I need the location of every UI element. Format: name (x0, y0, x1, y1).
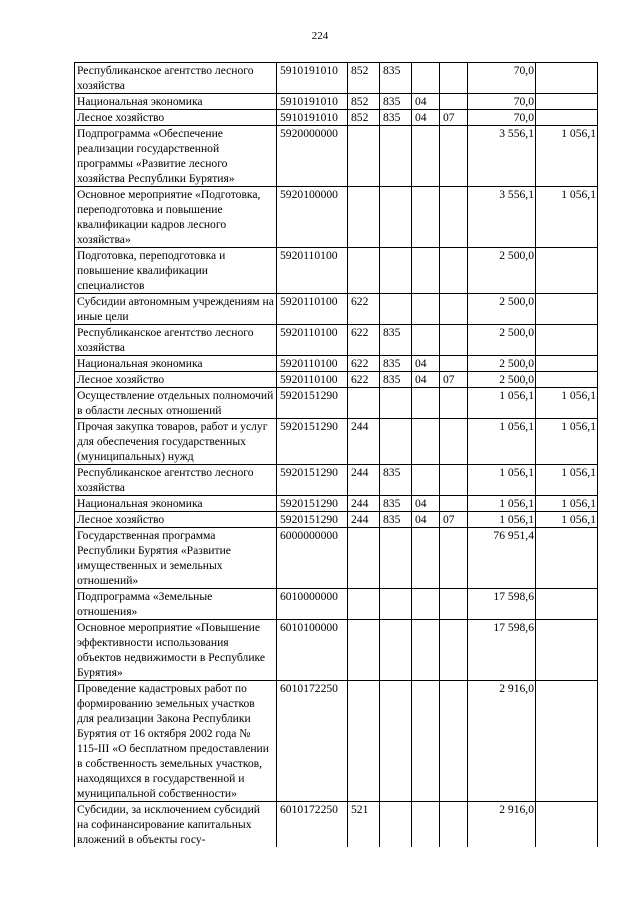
amount-federal-cell: 1 056,1 (536, 465, 598, 496)
table-row (75, 63, 598, 94)
section-cell (412, 294, 440, 325)
amount-federal-cell (536, 356, 598, 372)
expense-type-cell: 622 (348, 372, 380, 388)
subsection-cell (440, 294, 468, 325)
subsection-cell (440, 126, 468, 187)
expense-type-cell (348, 681, 380, 802)
amount-cell: 2 500,0 (468, 372, 536, 388)
row-name-cell: Субсидии автономным учреждениям на иные цели (75, 294, 277, 325)
table-row (75, 681, 598, 802)
amount-federal-cell: 1 056,1 (536, 388, 598, 419)
row-name-cell: Основное мероприятие «Подготовка, переподготовка и повышение квалификации кадров лесного хозяйства» (75, 187, 277, 248)
subsection-cell (440, 325, 468, 356)
amount-federal-cell (536, 63, 598, 94)
budget-table (74, 62, 598, 847)
admin-code-cell (380, 419, 412, 465)
target-article-cell: 6010172250 (277, 681, 348, 802)
section-cell (412, 187, 440, 248)
table-row (75, 356, 598, 372)
amount-cell: 76 951,4 (468, 528, 536, 589)
table-row (75, 512, 598, 528)
subsection-cell (440, 63, 468, 94)
subsection-cell (440, 589, 468, 620)
table-row (75, 388, 598, 419)
target-article-cell: 5920110100 (277, 372, 348, 388)
subsection-cell (440, 496, 468, 512)
expense-type-cell: 244 (348, 496, 380, 512)
expense-type-cell: 521 (348, 802, 380, 848)
amount-cell: 2 500,0 (468, 294, 536, 325)
amount-federal-cell (536, 681, 598, 802)
amount-cell: 1 056,1 (468, 512, 536, 528)
page-number: 224 (311, 30, 329, 42)
subsection-cell (440, 187, 468, 248)
table-row (75, 419, 598, 465)
admin-code-cell: 835 (380, 356, 412, 372)
expense-type-cell (348, 126, 380, 187)
amount-cell: 1 056,1 (468, 465, 536, 496)
amount-cell: 17 598,6 (468, 620, 536, 681)
target-article-cell: 5920151290 (277, 465, 348, 496)
subsection-cell (440, 620, 468, 681)
table-row (75, 94, 598, 110)
row-name-cell: Подготовка, переподготовка и повышение квалификации специалистов (75, 248, 277, 294)
admin-code-cell: 835 (380, 110, 412, 126)
subsection-cell (440, 248, 468, 294)
table-row (75, 325, 598, 356)
table-row (75, 126, 598, 187)
expense-type-cell: 244 (348, 465, 380, 496)
expense-type-cell: 622 (348, 294, 380, 325)
target-article-cell: 5920110100 (277, 325, 348, 356)
row-name-cell: Лесное хозяйство (75, 372, 277, 388)
admin-code-cell (380, 248, 412, 294)
expense-type-cell (348, 589, 380, 620)
section-cell (412, 802, 440, 848)
expense-type-cell (348, 388, 380, 419)
admin-code-cell (380, 589, 412, 620)
subsection-cell (440, 94, 468, 110)
amount-federal-cell (536, 620, 598, 681)
subsection-cell (440, 419, 468, 465)
amount-cell: 70,0 (468, 110, 536, 126)
admin-code-cell (380, 802, 412, 848)
target-article-cell: 5910191010 (277, 110, 348, 126)
expense-type-cell: 852 (348, 110, 380, 126)
admin-code-cell: 835 (380, 496, 412, 512)
target-article-cell: 5920151290 (277, 512, 348, 528)
row-name-cell: Государственная программа Республики Бурятия «Развитие имущественных и земельных отношений» (75, 528, 277, 589)
amount-cell: 3 556,1 (468, 126, 536, 187)
target-article-cell: 5920110100 (277, 248, 348, 294)
subsection-cell: 07 (440, 110, 468, 126)
target-article-cell: 5910191010 (277, 63, 348, 94)
amount-cell: 70,0 (468, 94, 536, 110)
amount-federal-cell (536, 294, 598, 325)
section-cell (412, 528, 440, 589)
expense-type-cell: 244 (348, 419, 380, 465)
subsection-cell (440, 388, 468, 419)
row-name-cell: Проведение кадастровых работ по формированию земельных участков для реализации Закона Республики Бурятия от 16 октября 2002 года № 115-III «О бесплатном предоставлении в собственность земельных участков, находящихся в государственной и муниципальной собственности» (75, 681, 277, 802)
row-name-cell: Республиканское агентство лесного хозяйства (75, 63, 277, 94)
amount-federal-cell: 1 056,1 (536, 419, 598, 465)
section-cell (412, 419, 440, 465)
table-row (75, 248, 598, 294)
target-article-cell: 5920151290 (277, 419, 348, 465)
row-name-cell: Лесное хозяйство (75, 512, 277, 528)
amount-federal-cell (536, 372, 598, 388)
amount-cell: 2 500,0 (468, 356, 536, 372)
row-name-cell: Подпрограмма «Земельные отношения» (75, 589, 277, 620)
section-cell (412, 681, 440, 802)
table-row (75, 496, 598, 512)
amount-cell: 1 056,1 (468, 419, 536, 465)
section-cell: 04 (412, 110, 440, 126)
amount-federal-cell (536, 248, 598, 294)
amount-federal-cell (536, 110, 598, 126)
admin-code-cell: 835 (380, 465, 412, 496)
section-cell: 04 (412, 356, 440, 372)
expense-type-cell: 622 (348, 325, 380, 356)
row-name-cell: Подпрограмма «Обеспечение реализации государственной программы «Развитие лесного хозяйства Республики Бурятия» (75, 126, 277, 187)
expense-type-cell: 244 (348, 512, 380, 528)
amount-cell: 2 916,0 (468, 802, 536, 848)
row-name-cell: Субсидии, за исключением субсидий на софинансирование капитальных вложений в объекты госу- (75, 802, 277, 848)
expense-type-cell: 852 (348, 94, 380, 110)
section-cell: 04 (412, 512, 440, 528)
row-name-cell: Национальная экономика (75, 94, 277, 110)
row-name-cell: Осуществление отдельных полномочий в области лесных отношений (75, 388, 277, 419)
amount-cell: 17 598,6 (468, 589, 536, 620)
table-row (75, 372, 598, 388)
section-cell: 04 (412, 372, 440, 388)
admin-code-cell (380, 681, 412, 802)
target-article-cell: 6000000000 (277, 528, 348, 589)
row-name-cell: Лесное хозяйство (75, 110, 277, 126)
subsection-cell (440, 681, 468, 802)
admin-code-cell (380, 187, 412, 248)
subsection-cell: 07 (440, 512, 468, 528)
section-cell: 04 (412, 496, 440, 512)
amount-cell: 2 500,0 (468, 248, 536, 294)
row-name-cell: Национальная экономика (75, 356, 277, 372)
admin-code-cell: 835 (380, 63, 412, 94)
row-name-cell: Республиканское агентство лесного хозяйства (75, 465, 277, 496)
table-row (75, 294, 598, 325)
amount-federal-cell: 1 056,1 (536, 512, 598, 528)
target-article-cell: 5920151290 (277, 388, 348, 419)
section-cell (412, 63, 440, 94)
admin-code-cell: 835 (380, 512, 412, 528)
table-row (75, 465, 598, 496)
target-article-cell: 5910191010 (277, 94, 348, 110)
expense-type-cell (348, 187, 380, 248)
section-cell (412, 325, 440, 356)
amount-federal-cell: 1 056,1 (536, 496, 598, 512)
admin-code-cell (380, 528, 412, 589)
admin-code-cell (380, 126, 412, 187)
amount-federal-cell (536, 528, 598, 589)
amount-federal-cell (536, 802, 598, 848)
section-cell (412, 248, 440, 294)
expense-type-cell (348, 528, 380, 589)
amount-cell: 2 916,0 (468, 681, 536, 802)
amount-cell: 3 556,1 (468, 187, 536, 248)
expense-type-cell (348, 248, 380, 294)
subsection-cell (440, 802, 468, 848)
target-article-cell: 5920100000 (277, 187, 348, 248)
table-row (75, 620, 598, 681)
expense-type-cell: 622 (348, 356, 380, 372)
section-cell (412, 589, 440, 620)
amount-cell: 1 056,1 (468, 496, 536, 512)
amount-federal-cell (536, 325, 598, 356)
row-name-cell: Основное мероприятие «Повышение эффективности использования объектов недвижимости в Республике Бурятия» (75, 620, 277, 681)
amount-federal-cell: 1 056,1 (536, 187, 598, 248)
amount-cell: 2 500,0 (468, 325, 536, 356)
admin-code-cell: 835 (380, 372, 412, 388)
admin-code-cell (380, 388, 412, 419)
target-article-cell: 5920110100 (277, 294, 348, 325)
section-cell (412, 465, 440, 496)
subsection-cell (440, 528, 468, 589)
row-name-cell: Прочая закупка товаров, работ и услуг для обеспечения государственных (муниципальных) нужд (75, 419, 277, 465)
admin-code-cell: 835 (380, 94, 412, 110)
table-row (75, 110, 598, 126)
target-article-cell: 6010000000 (277, 589, 348, 620)
amount-federal-cell (536, 94, 598, 110)
subsection-cell (440, 356, 468, 372)
section-cell (412, 388, 440, 419)
table-row (75, 187, 598, 248)
target-article-cell: 6010100000 (277, 620, 348, 681)
target-article-cell: 5920151290 (277, 496, 348, 512)
section-cell (412, 620, 440, 681)
amount-federal-cell (536, 589, 598, 620)
row-name-cell: Национальная экономика (75, 496, 277, 512)
target-article-cell: 6010172250 (277, 802, 348, 848)
section-cell: 04 (412, 94, 440, 110)
target-article-cell: 5920000000 (277, 126, 348, 187)
table-row (75, 589, 598, 620)
subsection-cell (440, 465, 468, 496)
amount-federal-cell: 1 056,1 (536, 126, 598, 187)
table-row (75, 802, 598, 848)
subsection-cell: 07 (440, 372, 468, 388)
admin-code-cell: 835 (380, 325, 412, 356)
amount-cell: 1 056,1 (468, 388, 536, 419)
table-body (75, 63, 598, 848)
admin-code-cell (380, 294, 412, 325)
amount-cell: 70,0 (468, 63, 536, 94)
row-name-cell: Республиканское агентство лесного хозяйства (75, 325, 277, 356)
expense-type-cell (348, 620, 380, 681)
expense-type-cell: 852 (348, 63, 380, 94)
section-cell (412, 126, 440, 187)
table-row (75, 528, 598, 589)
admin-code-cell (380, 620, 412, 681)
target-article-cell: 5920110100 (277, 356, 348, 372)
